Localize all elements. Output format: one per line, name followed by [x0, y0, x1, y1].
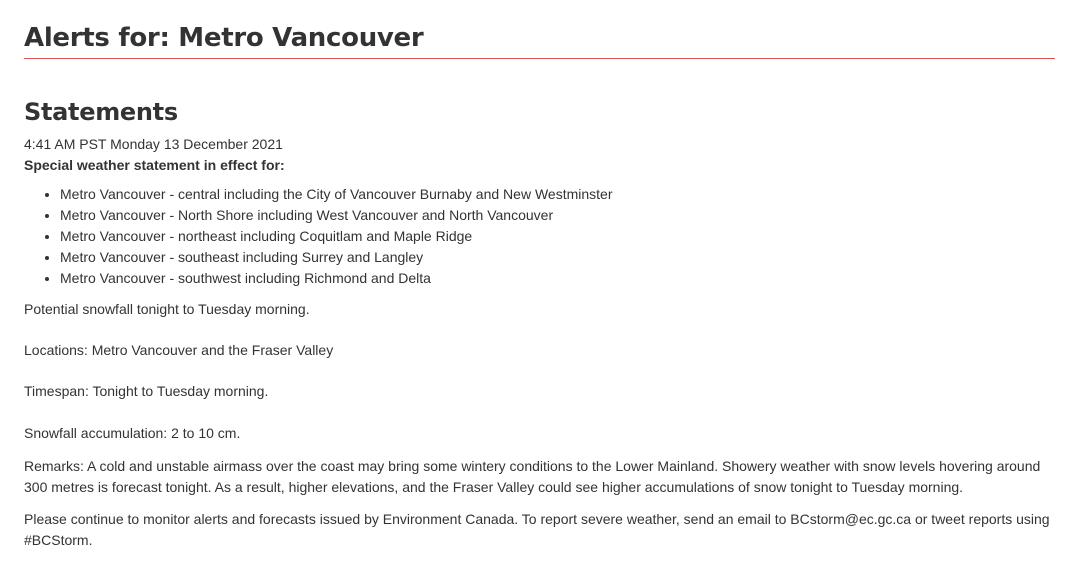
region-list	[24, 184, 1055, 289]
statement-remarks: Remarks: A cold and unstable airmass over the coast may bring some wintery conditions to the Lower Mainland. Showery weather with snow levels hovering around 300 metres is forecast tonight. As a result, higher elevations, and the Fraser Valley could see higher accumulations of snow tonight to Tuesday morning.	[24, 458, 1041, 495]
statement-timespan: Timespan: Tonight to Tuesday morning.	[24, 383, 269, 399]
page-title: Alerts for: Metro Vancouver	[24, 23, 424, 53]
region-list-item: • Metro Vancouver - North Shore including West Vancouver and North Vancouver	[60, 205, 1055, 226]
statement-summary: Potential snowfall tonight to Tuesday morning.	[24, 301, 310, 317]
alerts-container	[24, 0, 1055, 551]
statement-contact: Please continue to monitor alerts and forecasts issued by Environment Canada. To report severe weather, send an email to BCstorm@ec.gc.ca or tweet reports using #BCStorm.	[24, 511, 1050, 548]
region-list-item: • Metro Vancouver - central including the City of Vancouver Burnaby and New Westminster	[60, 184, 1055, 205]
section-title: Statements	[24, 98, 178, 126]
region-list-item: • Metro Vancouver - southwest including Richmond and Delta	[60, 268, 1055, 289]
region-list-item: • Metro Vancouver - northeast including Coquitlam and Maple Ridge	[60, 226, 1055, 247]
statement-locations: Locations: Metro Vancouver and the Fraser Valley	[24, 342, 334, 358]
statement-accumulation: Snowfall accumulation: 2 to 10 cm.	[24, 425, 241, 441]
region-list-item: • Metro Vancouver - southeast including Surrey and Langley	[60, 247, 1055, 268]
statement-heading: Special weather statement in effect for:	[24, 157, 285, 173]
statement-timestamp: 4:41 AM PST Monday 13 December 2021	[24, 136, 283, 152]
title-divider	[24, 58, 1055, 59]
